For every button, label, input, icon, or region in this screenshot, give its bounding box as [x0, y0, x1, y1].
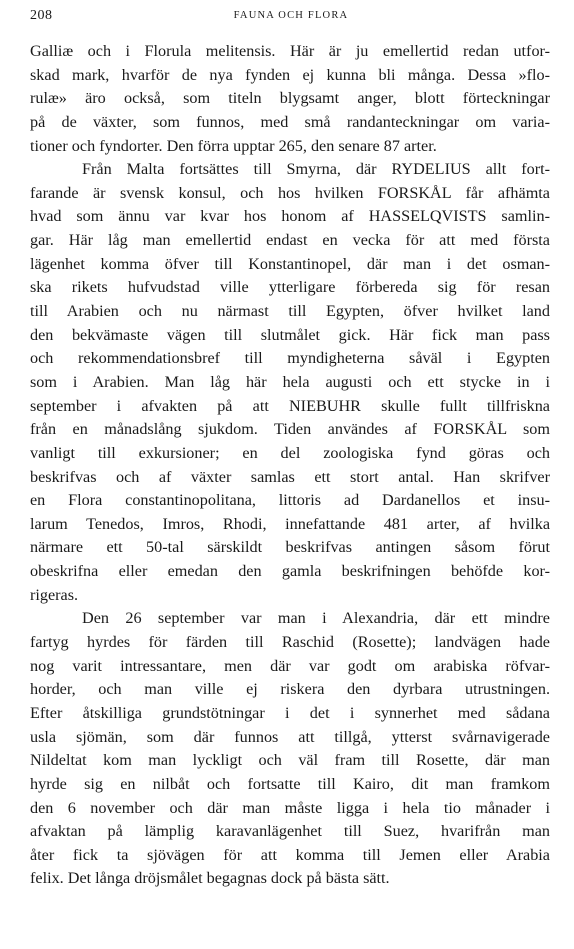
text-line: horder, och man ville ej riskera den dyrbara utrustningen.: [30, 680, 550, 699]
text-line: till Arabien och nu närmast till Egypten, öfver hvilket land: [30, 302, 550, 321]
page-number: 208: [30, 8, 53, 23]
body-text: [30, 40, 550, 891]
text-line: Efter åtskilliga grundstötningar i det i synnerhet med sådana: [30, 703, 550, 722]
text-line: hvad som ännu var kvar hos honom af HASSELQVISTS samlin-: [30, 207, 550, 226]
text-line: ska rikets hufvudstad ville ytterligare förbereda sig för resan: [30, 278, 550, 297]
text-line: obeskrifna eller emedan den gamla beskrifningen behöfde kor-: [30, 562, 550, 581]
text-line: och rekommendationsbref till myndigheterna såväl i Egypten: [30, 349, 550, 368]
text-line: gar. Här låg man emellertid endast en vecka för att med första: [30, 231, 550, 250]
text-line: som i Arabien. Man låg här hela augusti och ett stycke in i: [30, 372, 550, 391]
text-line: den 6 november och där man måste ligga i hela tio månader i: [30, 798, 550, 817]
text-line: fartyg hyrdes för färden till Raschid (Rosette); landvägen hade: [30, 633, 550, 652]
text-line: tioner och fyndorter. Den förra upptar 265, den senare 87 arter.: [30, 136, 437, 155]
text-line: på de växter, som funnos, med små randanteckningar om varia-: [30, 112, 550, 131]
text-line: Nildeltat kom man lyckligt och väl fram till Rosette, där man: [30, 751, 550, 770]
text-line: lägenhet komma öfver till Konstantinopel, där man i det osman-: [30, 254, 550, 273]
paragraph: [30, 158, 550, 607]
text-line: afvaktan på lämplig karavanlägenhet till Suez, hvarifrån man: [30, 822, 550, 841]
text-line: närmare ett 50-tal särskildt beskrifvas antingen såsom förut: [30, 538, 550, 557]
text-line: en Flora constantinopolitana, littoris ad Dardanellos et insu-: [30, 491, 550, 510]
text-line: larum Tenedos, Imros, Rhodi, innefattande 481 arter, af hvilka: [30, 514, 550, 533]
running-head-title: FAUNA OCH FLORA: [233, 10, 349, 21]
text-line: Från Malta fortsättes till Smyrna, där RYDELIUS allt fort-: [82, 160, 550, 179]
text-line: beskrifvas och af växter samlas ett stort antal. Han skrifver: [30, 467, 550, 486]
text-line: skad mark, hvarför de nya fynden ej kunna bli många. Dessa »flo-: [30, 65, 550, 84]
text-line: felix. Det långa dröjsmålet begagnas dock på bästa sätt.: [30, 869, 390, 888]
text-line: nog varit intressantare, men där var godt om arabiska röfvar-: [30, 656, 550, 675]
text-line: hyrde sig en nilbåt och fortsatte till Kairo, dit man framkom: [30, 774, 550, 793]
text-line: usla sjömän, som där funnos att tillgå, ytterst svårnavigerade: [30, 727, 550, 746]
paragraph: [30, 40, 550, 158]
text-line: rulæ» äro också, som titeln blygsamt anger, blott förteckningar: [30, 89, 550, 108]
running-head: [30, 8, 552, 26]
text-line: Galliæ och i Florula melitensis. Här är ju emellertid redan utfor-: [30, 42, 550, 60]
text-line: vanligt till exkursioner; en del zoologiska fynd göras och: [30, 443, 550, 462]
text-line: åter fick ta sjövägen för att komma till Jemen eller Arabia: [30, 845, 550, 864]
text-line: rigeras.: [30, 585, 79, 604]
text-line: från en månadslång sjukdom. Tiden användes af FORSKÅL som: [30, 420, 550, 439]
text-line: den bekvämaste vägen till slutmålet gick. Här fick man pass: [30, 325, 550, 344]
paragraph: [30, 607, 550, 891]
text-line: Den 26 september var man i Alexandria, där ett mindre: [82, 609, 550, 628]
text-line: farande är svensk konsul, och hos hvilken FORSKÅL får afhämta: [30, 183, 550, 202]
text-line: september i afvakten på att NIEBUHR skulle fullt tillfriskna: [30, 396, 550, 415]
